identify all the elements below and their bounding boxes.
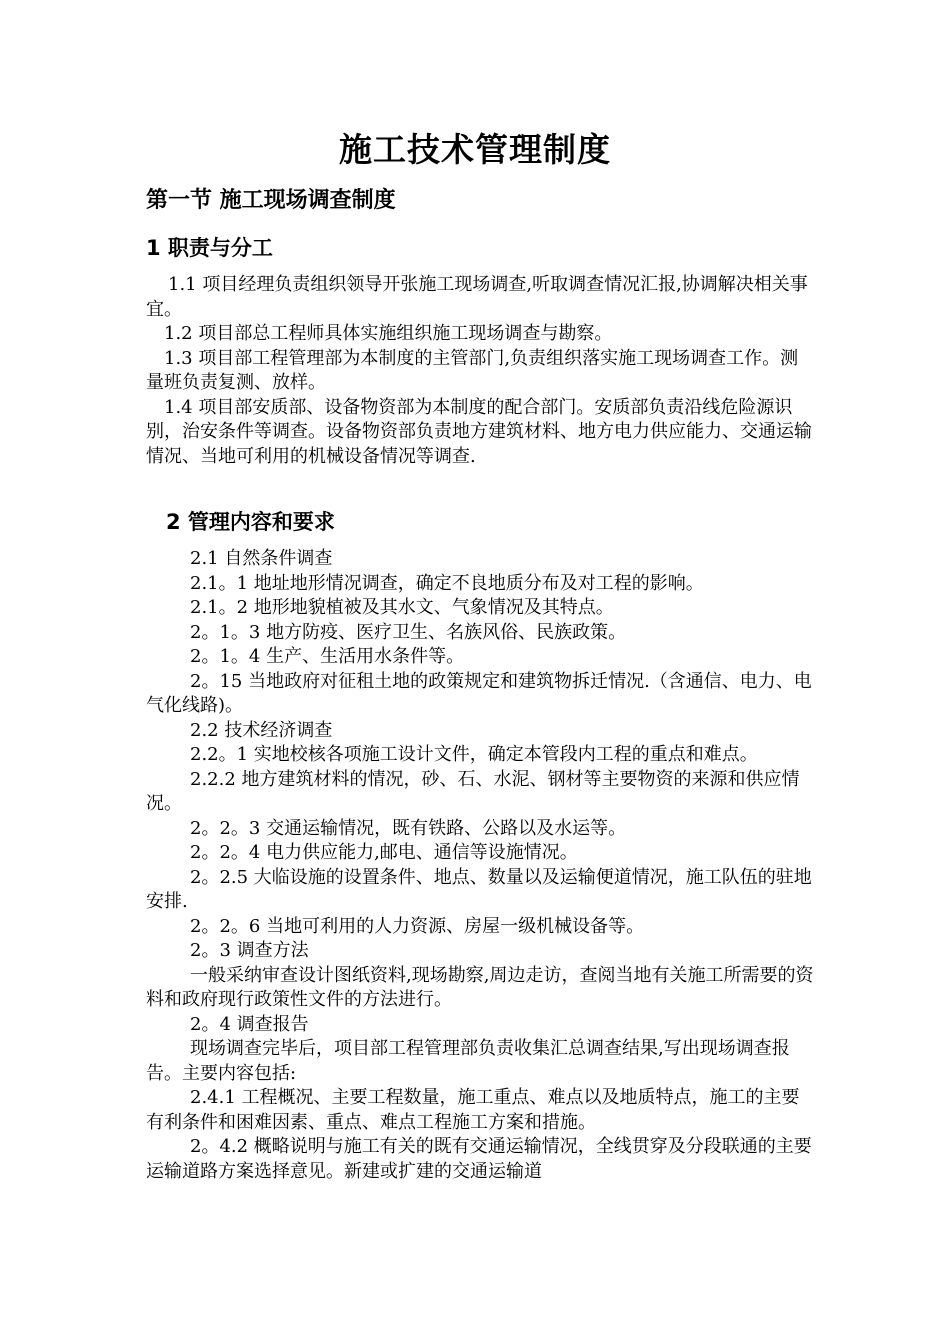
document-title: 施工技术管理制度	[339, 130, 611, 169]
paragraph-2-4-text: 现场调查完毕后，项目部工程管理部负责收集汇总调查结果,写出现场调查报告。主要内容包括:	[146, 1038, 790, 1084]
paragraph-2-4-1: 2.4.1 工程概况、主要工程数量，施工重点、难点以及地质特点，施工的主要有利条件和困难因素、重点、难点工程施工方案和措施。	[146, 1087, 800, 1133]
responsibilities-block	[146, 273, 814, 469]
paragraph-2-2: 2.2 技术经济调查	[190, 719, 333, 741]
paragraph-2-2-6: 2。2。6 当地可利用的人力资源、房屋一级机械设备等。	[190, 915, 645, 937]
paragraph-2-2-3: 2。2。3 交通运输情况，既有铁路、公路以及水运等。	[190, 817, 627, 839]
paragraph-1-2: 1.2 项目部总工程师具体实施组织施工现场调查与勘察。	[164, 323, 613, 344]
paragraph-2-1-4: 2。1。4 生产、生活用水条件等。	[190, 646, 465, 667]
paragraph-2-1-3: 2。1。3 地方防疫、医疗卫生、名族风俗、民族政策。	[190, 621, 627, 643]
paragraph-2-3-text: 一般采纳审查设计图纸资料,现场勘察,周边走访，查阅当地有关施工所需要的资料和政府现行政策性文件的方法进行。	[146, 964, 814, 1010]
management-content-block	[146, 547, 814, 1184]
heading-responsibilities: 1 职责与分工	[146, 236, 273, 260]
paragraph-2-2-1: 2.2。1 实地校核各项施工设计文件，确定本管段内工程的重点和难点。	[190, 744, 758, 765]
paragraph-2-4-2: 2。4.2 概略说明与施工有关的既有交通运输情况，全线贯穿及分段联通的主要运输道路方案选择意见。新建或扩建的交通运输道	[146, 1136, 812, 1182]
paragraph-1-3: 1.3 项目部工程管理部为本制度的主管部门,负责组织落实施工现场调查工作。测量班负责复测、放样。	[146, 347, 799, 393]
paragraph-2-2-5: 2。2.5 大临设施的设置条件、地点、数量以及运输便道情况，施工队伍的驻地安排.	[146, 866, 812, 912]
paragraph-2-4: 2。4 调查报告	[190, 1013, 309, 1035]
paragraph-2-1-2: 2.1。2 地形地貌植被及其水文、气象情况及其特点。	[190, 597, 614, 618]
paragraph-1-4: 1.4 项目部安质部、设备物资部为本制度的配合部门。安质部负责沿线危险源识别，治安条件等调查。设备物资部负责地方建筑材料、地方电力供应能力、交通运输情况、当地可利用的机械设备情况等调查.	[146, 396, 812, 467]
heading-management-content: 2 管理内容和要求	[166, 510, 335, 534]
paragraph-2-1-5: 2。15 当地政府对征租土地的政策规定和建筑物拆迁情况.（含通信、电力、电气化线路)。	[146, 670, 812, 716]
paragraph-2-2-4: 2。2。4 电力供应能力,邮电、通信等设施情况。	[190, 842, 578, 863]
paragraph-2-3: 2。3 调查方法	[190, 940, 309, 961]
paragraph-2-1-1: 2.1。1 地址地形情况调查，确定不良地质分布及对工程的影响。	[190, 572, 704, 594]
paragraph-2-1: 2.1 自然条件调查	[190, 548, 333, 569]
paragraph-2-2-2: 2.2.2 地方建筑材料的情况，砂、石、水泥、钢材等主要物资的来源和供应情况。	[146, 768, 800, 814]
paragraph-1-1: 1.1 项目经理负责组织领导开张施工现场调查,听取调查情况汇报,协调解决相关事宜。	[146, 274, 808, 320]
section-heading: 第一节 施工现场调查制度	[146, 188, 396, 213]
